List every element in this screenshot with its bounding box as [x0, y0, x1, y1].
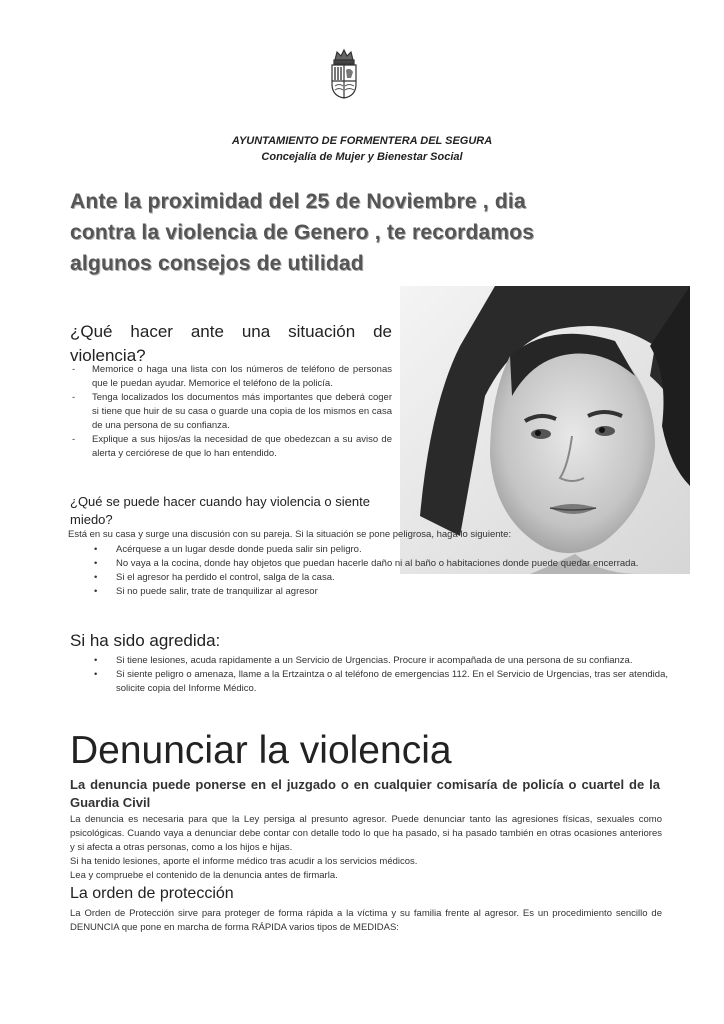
- list-item: • Si el agresor ha perdido el control, salga de la casa.: [68, 571, 668, 585]
- headline-line: algunos consejos de utilidad: [70, 252, 364, 275]
- list-item: • Si siente peligro o amenaza, llame a la Ertzaintza o al teléfono de emergencias 112. En el Servicio de Urgencias, tras ser atendida, solicite copia del Informe Médico.: [68, 668, 668, 696]
- paragraph: La denuncia es necesaria para que la Ley persiga al presunto agresor. Puede denunciar tanto las agresiones físicas, sexuales como psicológicas. Cuando vaya a denunciar debe contar con detalle todo lo que ha pasado, si ha pasado también en otras ocasiones anteriores y si afecta a otras personas, como a los hijos e hijas.: [70, 814, 662, 853]
- section-intro: Está en su casa y surge una discusión con su pareja. Si la situación se pone peligrosa, haga lo siguiente:: [68, 529, 512, 540]
- org-name: AYUNTAMIENTO DE FORMENTERA DEL SEGURA: [231, 135, 493, 147]
- list-item: - Memorice o haga una lista con los números de teléfono de personas que le puedan ayudar. Memorice el teléfono de la policía.: [70, 363, 392, 391]
- headline-line: contra la violencia de Genero , te recordamos: [70, 221, 535, 244]
- section-heading: La orden de protección: [70, 885, 234, 902]
- section-heading: ¿Qué hacer ante una situación de violencia?: [70, 322, 392, 365]
- list-item: • Si no puede salir, trate de tranquilizar al agresor: [68, 585, 668, 599]
- advice-list: [68, 654, 668, 696]
- page-headline: [70, 186, 670, 279]
- headline-line: Ante la proximidad del 25 de Noviembre , dia: [70, 190, 526, 213]
- list-item: • No vaya a la cocina, donde hay objetos que puedan hacerle daño ni al baño o habitaciones donde puede quedar encerrada.: [68, 557, 668, 571]
- section-subtitle: La denuncia puede ponerse en el juzgado o en cualquier comisaría de policía o cuartel de la Guardia Civil: [70, 777, 660, 810]
- list-item: • Si tiene lesiones, acuda rapidamente a un Servicio de Urgencias. Procure ir acompañada de una persona de su confianza.: [68, 654, 668, 668]
- section-heading: ¿Qué se puede hacer cuando hay violencia o siente miedo?: [70, 494, 370, 527]
- section-heading: Si ha sido agredida:: [70, 631, 221, 650]
- paragraph: La Orden de Protección sirve para proteger de forma rápida a la víctima y su familia frente al agresor. Es un procedimiento sencillo de DENUNCIA que pone en marcha de forma RÁPIDA varios tipos de MEDIDAS:: [70, 908, 662, 933]
- section-body: [70, 813, 662, 883]
- section-title: Denunciar la violencia: [70, 729, 452, 772]
- coat-of-arms-icon: [327, 48, 361, 100]
- list-item: • Acérquese a un lugar desde donde pueda salir sin peligro.: [68, 543, 668, 557]
- advice-list: [68, 543, 668, 599]
- list-item: - Explique a sus hijos/as la necesidad de que obedezcan a su aviso de alerta y cerciórese de que lo han entendido.: [70, 433, 392, 461]
- list-item: - Tenga localizados los documentos más importantes que deberá coger si tiene que huir de su casa o guarde una copia de los mismos en casa de una persona de su confianza.: [70, 391, 392, 433]
- paragraph: Lea y compruebe el contenido de la denuncia antes de firmarla.: [70, 870, 338, 881]
- advice-list: [70, 363, 392, 461]
- department-name: Concejalía de Mujer y Bienestar Social: [261, 151, 463, 163]
- paragraph: Si ha tenido lesiones, aporte el informe médico tras acudir a los servicios médicos.: [70, 856, 418, 867]
